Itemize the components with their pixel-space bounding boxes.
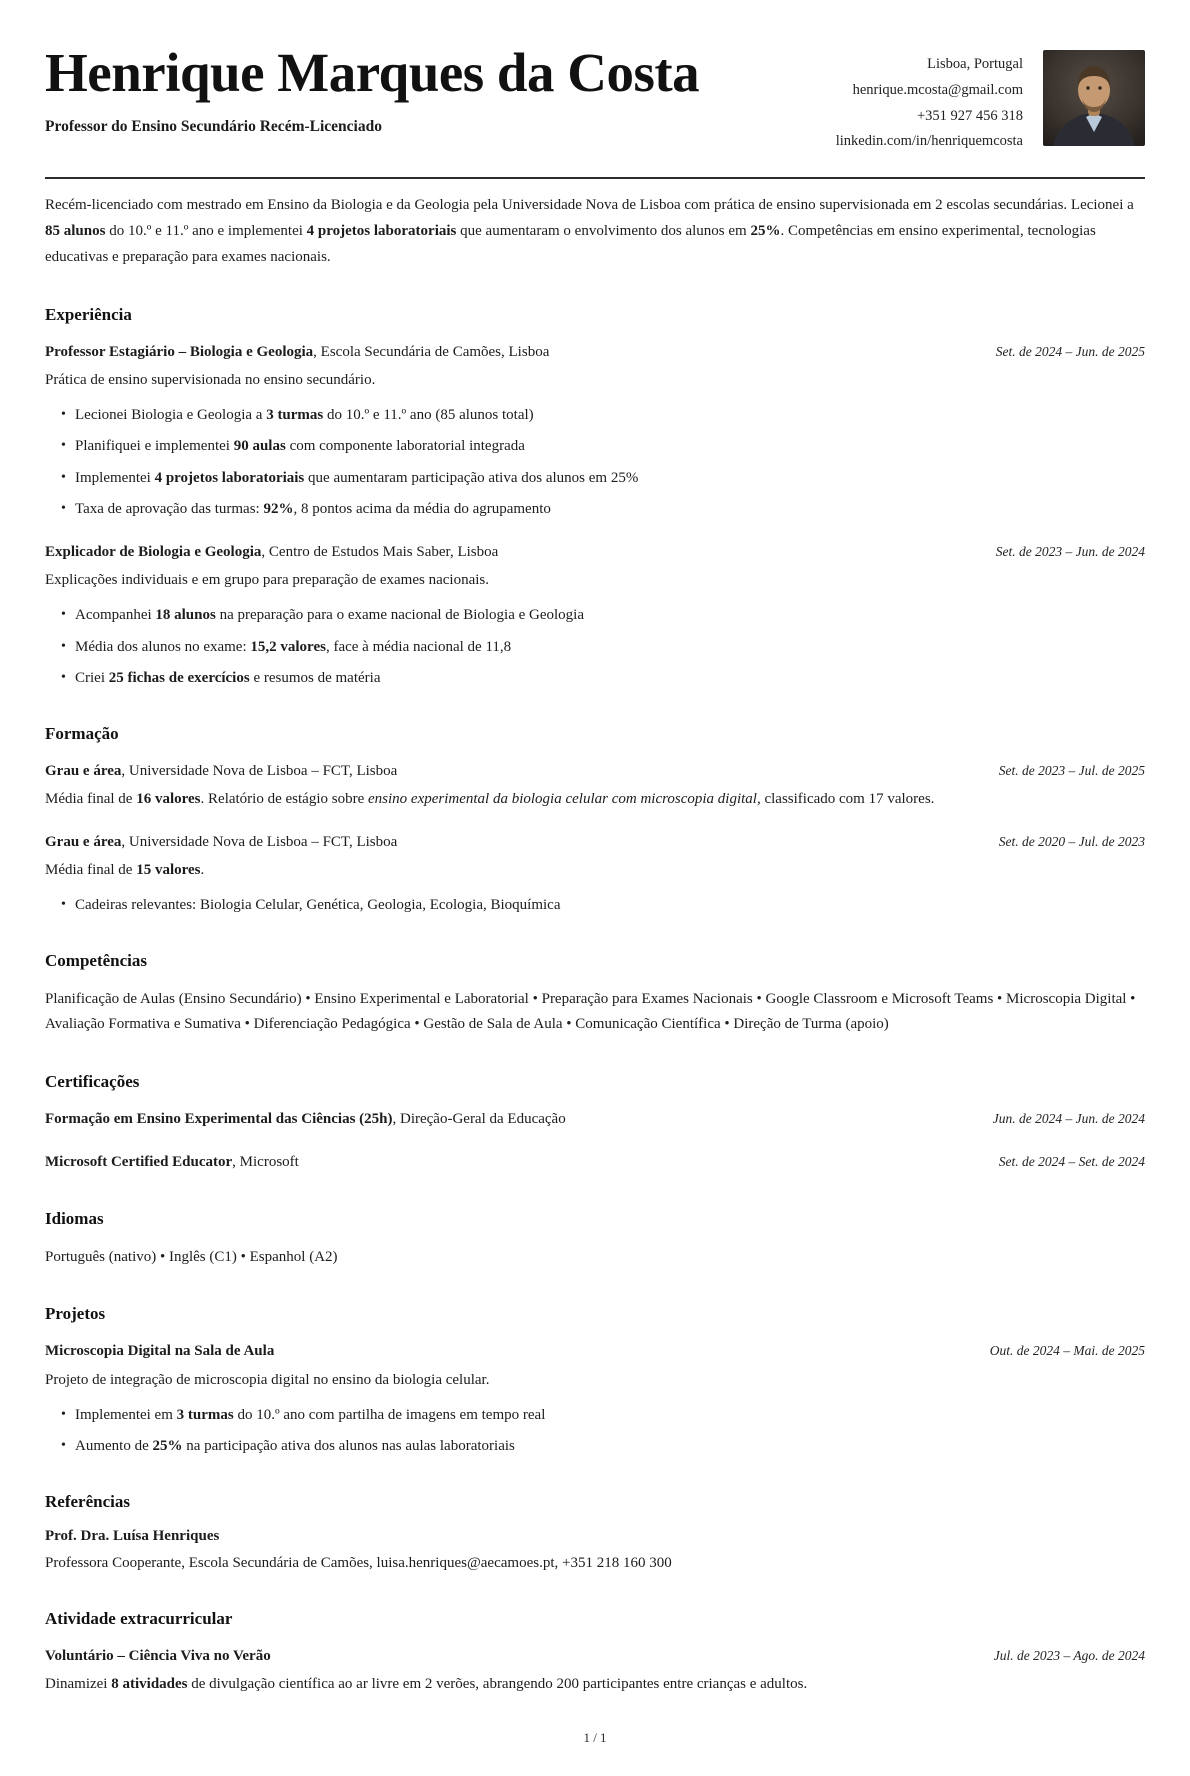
entry-date: Jun. de 2024 – Jun. de 2024 xyxy=(992,1111,1145,1127)
section-certifications xyxy=(45,1072,1145,1175)
entry-title: Grau e área, Universidade Nova de Lisboa – FCT, Lisboa xyxy=(45,762,398,779)
bullet-item: • Implementei em 3 turmas do 10.º ano com partilha de imagens em tempo real xyxy=(45,1404,1145,1427)
section-projects xyxy=(45,1304,1145,1457)
experience-entry xyxy=(45,541,1145,690)
bullet-item: • Aumento de 25% na participação ativa dos alunos nas aulas laboratoriais xyxy=(45,1435,1145,1458)
entry-description: Prática de ensino supervisionada no ensino secundário. xyxy=(45,371,376,388)
extracurricular-entry xyxy=(45,1645,1145,1696)
section-heading: Certificações xyxy=(45,1072,140,1092)
education-entry xyxy=(45,831,1145,917)
section-heading: Experiência xyxy=(45,304,132,324)
section-heading: Formação xyxy=(45,723,119,743)
section-education xyxy=(45,724,1145,917)
entry-date: Set. de 2020 – Jul. de 2023 xyxy=(998,833,1145,849)
entry-head xyxy=(45,1645,1145,1668)
section-references xyxy=(45,1492,1145,1575)
bullet-item: • Taxa de aprovação das turmas: 92%, 8 pontos acima da média do agrupamento xyxy=(45,498,1145,521)
bullet-list xyxy=(45,404,1145,521)
contact-phone: +351 927 456 318 xyxy=(916,107,1023,124)
entry-date: Jul. de 2023 – Ago. de 2024 xyxy=(993,1647,1145,1663)
section-heading: Atividade extracurricular xyxy=(45,1608,233,1628)
certification-entry xyxy=(45,1151,1145,1174)
entry-head xyxy=(45,341,1145,364)
experience-entry xyxy=(45,341,1145,521)
section-skills xyxy=(45,951,1145,1039)
entry-date: Set. de 2023 – Jul. de 2025 xyxy=(998,762,1145,778)
bullet-list xyxy=(45,604,1145,690)
bullet-item: • Lecionei Biologia e Geologia a 3 turmas do 10.º e 11.º ano (85 alunos total) xyxy=(45,404,1145,427)
entry-head xyxy=(45,541,1145,564)
skills-list: Planificação de Aulas (Ensino Secundário) • Ensino Experimental e Laboratorial • Preparação para Exames Nacionais • Google Classroom e Microsoft Teams • Microscopia Digital • Avaliação Formativa e Sumativa • Diferenciação Pedagógica • Gestão de Sala de Aula • Comunicação Científica • Direção de Turma (apoio) xyxy=(45,990,1136,1033)
bullet-item: • Média dos alunos no exame: 15,2 valores, face à média nacional de 11,8 xyxy=(45,636,1145,659)
entry-description: Média final de 16 valores. Relatório de estágio sobre ensino experimental da biologia celular com microscopia digital, classificado com 17 valores. xyxy=(45,790,935,807)
section-heading: Idiomas xyxy=(45,1208,104,1228)
entry-description: Dinamizei 8 atividades de divulgação científica ao ar livre em 2 verões, abrangendo 200 participantes entre crianças e adultos. xyxy=(45,1675,808,1692)
section-experience xyxy=(45,305,1145,690)
entry-title: Formação em Ensino Experimental das Ciências (25h), Direção-Geral da Educação xyxy=(45,1111,566,1128)
entry-title: Professor Estagiário – Biologia e Geologia, Escola Secundária de Camões, Lisboa xyxy=(45,343,550,360)
contact-linkedin: linkedin.com/in/henriquemcosta xyxy=(835,133,1023,150)
entry-date: Out. de 2024 – Mai. de 2025 xyxy=(989,1343,1145,1359)
entry-title: Microscopia Digital na Sala de Aula xyxy=(45,1343,275,1360)
entry-description: Média final de 15 valores. xyxy=(45,862,205,879)
bullet-item: • Criei 25 fichas de exercícios e resumos de matéria xyxy=(45,667,1145,690)
bullet-item: • Cadeiras relevantes: Biologia Celular, Genética, Geologia, Ecologia, Bioquímica xyxy=(45,894,1145,917)
reference-details: Professora Cooperante, Escola Secundária de Camões, luisa.henriques@aecamoes.pt, +351 218 160 300 xyxy=(45,1554,672,1571)
profile-photo xyxy=(1043,50,1145,146)
entry-title: Microsoft Certified Educator, Microsoft xyxy=(45,1154,299,1171)
reference-entry xyxy=(45,1528,1145,1575)
entry-title: Grau e área, Universidade Nova de Lisboa – FCT, Lisboa xyxy=(45,833,398,850)
header-identity xyxy=(45,42,836,136)
header-divider xyxy=(45,177,1145,179)
page-indicator: 1 / 1 xyxy=(583,1729,607,1745)
project-entry xyxy=(45,1340,1145,1457)
entry-date: Set. de 2024 – Set. de 2024 xyxy=(998,1154,1145,1170)
bullet-list xyxy=(45,894,1145,917)
person-name: Henrique Marques da Costa xyxy=(45,42,700,103)
bullet-item: • Acompanhei 18 alunos na preparação para o exame nacional de Biologia e Geologia xyxy=(45,604,1145,627)
entry-head xyxy=(45,831,1145,854)
entry-title: Explicador de Biologia e Geologia, Centro de Estudos Mais Saber, Lisboa xyxy=(45,543,499,560)
section-heading: Competências xyxy=(45,950,147,970)
entry-title: Voluntário – Ciência Viva no Verão xyxy=(45,1647,271,1664)
contact-info xyxy=(836,50,1023,155)
header-contact-block xyxy=(836,42,1145,155)
bullet-list xyxy=(45,1404,1145,1458)
header xyxy=(45,42,1145,155)
summary-paragraph: Recém-licenciado com mestrado em Ensino da Biologia e da Geologia pela Universidade Nova de Lisboa com prática de ensino supervisionada em 2 escolas secundárias. Lecionei a 85 alunos do 10.º e 11.º ano e implementei 4 projetos laboratoriais que aumentaram o envolvimento dos alunos em 25%. Competências em ensino experimental, tecnologias educativas e preparação para exames nacionais. xyxy=(45,197,1134,265)
certification-entry xyxy=(45,1108,1145,1131)
section-languages xyxy=(45,1209,1145,1271)
entry-description: Projeto de integração de microscopia digital no ensino da biologia celular. xyxy=(45,1371,490,1388)
entry-head xyxy=(45,1151,1145,1174)
entry-date: Set. de 2023 – Jun. de 2024 xyxy=(995,543,1145,559)
languages-list: Português (nativo) • Inglês (C1) • Espanhol (A2) xyxy=(45,1248,338,1265)
contact-location: Lisboa, Portugal xyxy=(927,56,1023,72)
education-entry xyxy=(45,760,1145,811)
bullet-item: • Implementei 4 projetos laboratoriais que aumentaram participação ativa dos alunos em 25% xyxy=(45,467,1145,490)
entry-head xyxy=(45,760,1145,783)
entry-date: Set. de 2024 – Jun. de 2025 xyxy=(995,343,1145,359)
person-job-title: Professor do Ensino Secundário Recém-Licenciado xyxy=(45,117,382,135)
reference-name: Prof. Dra. Luísa Henriques xyxy=(45,1527,220,1544)
entry-head xyxy=(45,1108,1145,1131)
section-heading: Referências xyxy=(45,1491,130,1511)
entry-description: Explicações individuais e em grupo para preparação de exames nacionais. xyxy=(45,572,489,589)
section-heading: Projetos xyxy=(45,1304,106,1324)
bullet-item: • Planifiquei e implementei 90 aulas com componente laboratorial integrada xyxy=(45,435,1145,458)
entry-head xyxy=(45,1340,1145,1363)
contact-email: henrique.mcosta@gmail.com xyxy=(852,81,1023,98)
